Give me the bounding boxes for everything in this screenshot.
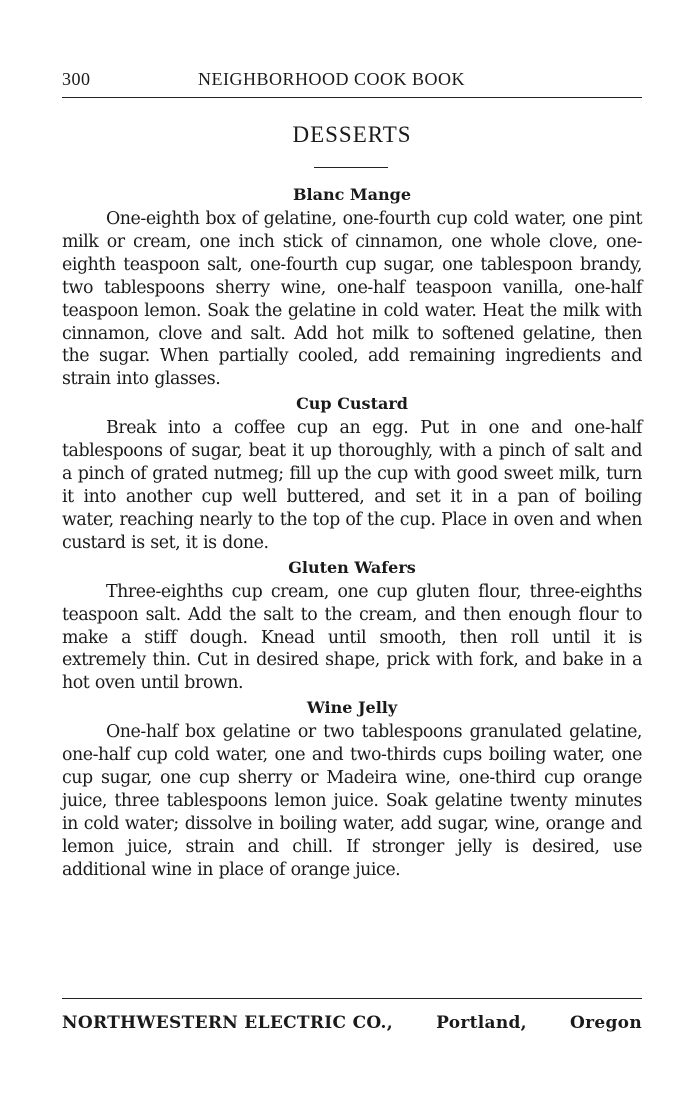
section-title: DESSERTS	[292, 122, 412, 147]
recipe-title: Cup Custard	[296, 394, 408, 414]
page-number: 300	[62, 69, 91, 89]
recipe-title: Gluten Wafers	[288, 557, 416, 577]
book-page	[62, 0, 642, 1102]
recipe-list	[62, 182, 642, 882]
header-rule	[62, 97, 642, 98]
footer-rule	[62, 998, 642, 999]
recipe-gluten-wafers	[62, 555, 642, 696]
recipe-title: Wine Jelly	[306, 698, 398, 718]
recipe-wine-jelly	[62, 695, 642, 881]
recipe-text: Break into a coffee cup an egg. Put in one and one-half tablespoons of sugar, beat it up thoroughly, with a pinch of salt and a pinch of grated nutmeg; fill up the cup with good sweet milk, turn it into another cup well buttered, and set it in a pan of boiling water, reaching nearly to the top of the cup. Place in oven and when custard is set, it is done.	[62, 418, 642, 553]
recipe-cup-custard	[62, 391, 642, 554]
section-divider	[314, 167, 388, 168]
page-footer	[62, 1013, 642, 1033]
recipe-text: Three-eighths cup cream, one cup gluten flour, three-eighths teaspoon salt. Add the salt to the cream, and then enough flour to make a stiff dough. Knead until smooth, then roll until it is extremely thin. Cut in desired shape, prick with fork, and bake in a hot oven until brown.	[62, 581, 642, 694]
recipe-text: One-half box gelatine or two tablespoons granulated gelatine, one-half cup cold water, one and two-thirds cups boiling water, one cup sugar, one cup sherry or Madeira wine, one-third cup orange juice, three tablespoons lemon juice. Soak gelatine twenty minutes in cold water; dissolve in boiling water, add sugar, wine, orange and lemon juice, strain and chill. If stronger jelly is desired, use additional wine in place of orange juice.	[62, 722, 642, 880]
footer-state: Oregon	[570, 1013, 642, 1033]
recipe-title: Blanc Mange	[293, 185, 411, 204]
footer-city: Portland,	[436, 1013, 527, 1033]
running-header	[62, 69, 642, 95]
footer-company: NORTHWESTERN ELECTRIC CO.,	[62, 1013, 393, 1033]
recipe-blanc-mange	[62, 182, 642, 391]
book-title: NEIGHBORHOOD COOK BOOK	[198, 69, 465, 89]
recipe-text: One-eighth box of gelatine, one-fourth cup cold water, one pint milk or cream, one inch stick of cinnamon, one whole clove, one-eighth teaspoon salt, one-fourth cup sugar, one tablespoon brandy, two tablespoons sherry wine, one-half teaspoon vanilla, one-half teaspoon lemon. Soak the gelatine in cold water. Heat the milk with cinnamon, clove and salt. Add hot milk to softened gelatine, then the sugar. When partially cooled, add remaining ingredients and strain into glasses.	[62, 209, 642, 390]
